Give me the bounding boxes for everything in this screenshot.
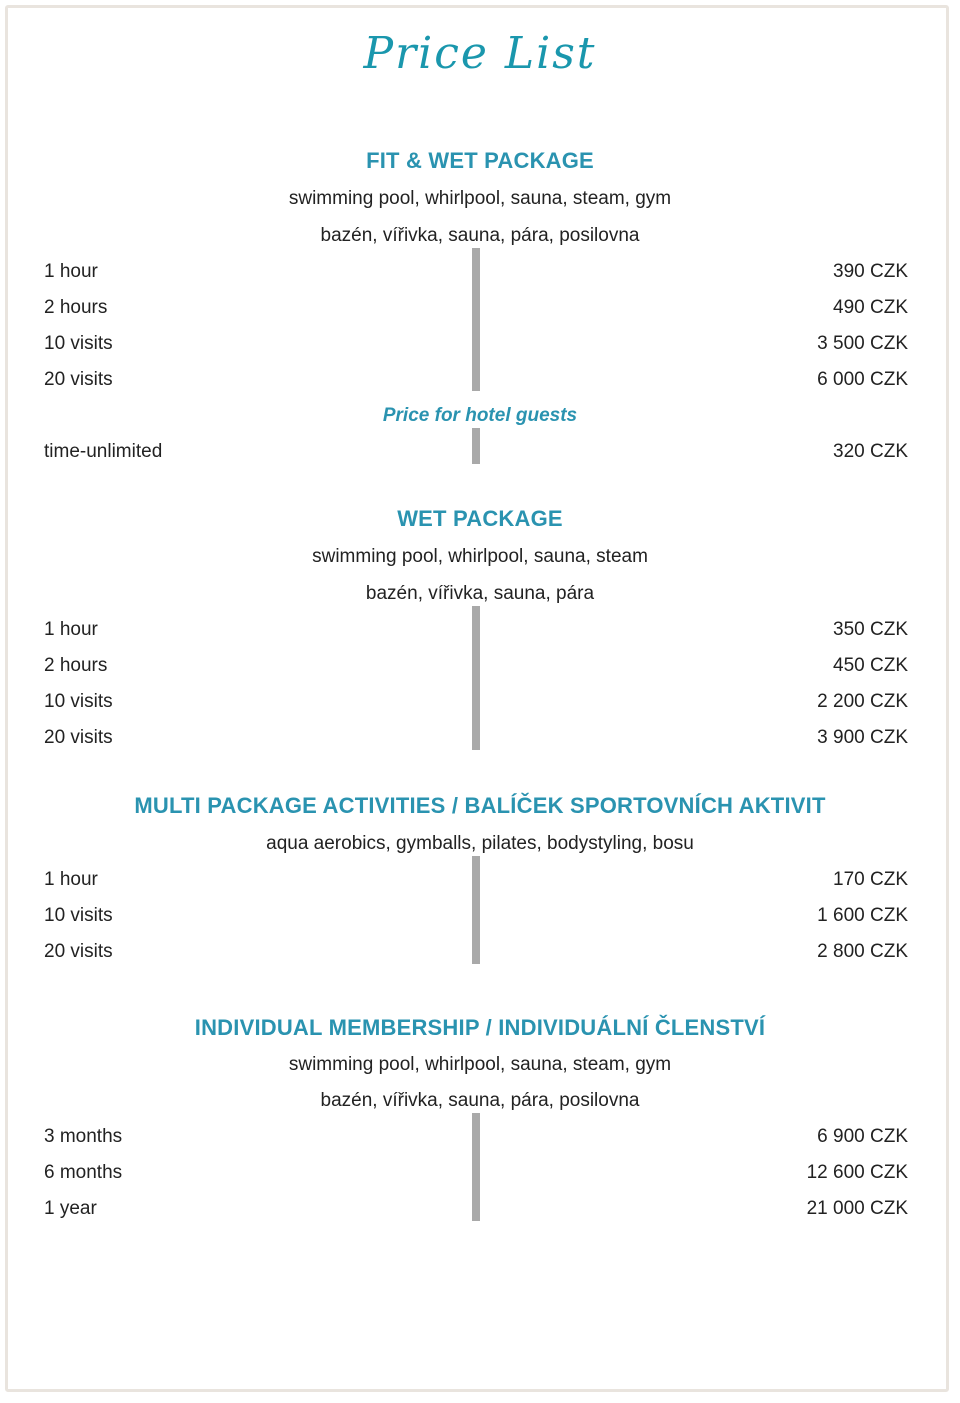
row-label: 10 visits: [44, 905, 113, 926]
section-desc-cz: bazén, vířivka, sauna, pára, posilovna: [320, 1090, 640, 1111]
column-divider: [472, 248, 480, 391]
column-divider: [472, 428, 480, 464]
section-desc-en: aqua aerobics, gymballs, pilates, bodystyling, bosu: [266, 833, 694, 854]
section-desc-en: swimming pool, whirlpool, sauna, steam, gym: [288, 188, 672, 209]
row-price: 350 CZK: [833, 619, 908, 640]
section-heading-multi: MULTI PACKAGE ACTIVITIES / BALÍČEK SPORTOVNÍCH AKTIVIT: [134, 793, 826, 818]
row-label: 1 hour: [44, 869, 98, 890]
column-divider: [472, 856, 480, 964]
row-price: 450 CZK: [833, 655, 908, 676]
section-heading-membership: INDIVIDUAL MEMBERSHIP / INDIVIDUÁLNÍ ČLENSTVÍ: [194, 1015, 766, 1040]
row-label: 1 hour: [44, 261, 98, 282]
row-label: 10 visits: [44, 333, 113, 354]
row-price: 3 900 CZK: [817, 727, 908, 748]
row-price: 320 CZK: [833, 441, 908, 462]
row-label: time-unlimited: [44, 441, 163, 462]
row-price: 6 000 CZK: [817, 369, 908, 390]
section-heading-fit-wet: FIT & WET PACKAGE: [366, 148, 594, 173]
row-price: 2 200 CZK: [817, 691, 908, 712]
row-price: 21 000 CZK: [806, 1198, 908, 1219]
section-desc-cz: bazén, vířivka, sauna, pára, posilovna: [320, 225, 640, 246]
row-price: 170 CZK: [833, 869, 908, 890]
section-desc-en: swimming pool, whirlpool, sauna, steam: [312, 546, 648, 567]
row-price: 3 500 CZK: [817, 333, 908, 354]
section-heading-wet: WET PACKAGE: [397, 506, 563, 531]
row-label: 1 hour: [44, 619, 98, 640]
section-desc-cz: bazén, vířivka, sauna, pára: [365, 583, 595, 604]
row-price: 12 600 CZK: [806, 1162, 908, 1183]
row-label: 3 months: [44, 1126, 123, 1147]
row-label: 20 visits: [44, 369, 113, 390]
row-price: 6 900 CZK: [817, 1126, 908, 1147]
row-label: 6 months: [44, 1162, 123, 1183]
section-desc-en: swimming pool, whirlpool, sauna, steam, gym: [288, 1054, 672, 1075]
row-label: 20 visits: [44, 941, 113, 962]
page-title: Price List: [363, 28, 597, 79]
hotel-guests-note: Price for hotel guests: [382, 405, 578, 426]
row-price: 2 800 CZK: [817, 941, 908, 962]
row-label: 2 hours: [44, 655, 108, 676]
row-label: 2 hours: [44, 297, 108, 318]
row-price: 490 CZK: [833, 297, 908, 318]
column-divider: [472, 606, 480, 750]
column-divider: [472, 1113, 480, 1221]
row-label: 20 visits: [44, 727, 113, 748]
row-price: 390 CZK: [833, 261, 908, 282]
row-price: 1 600 CZK: [817, 905, 908, 926]
row-label: 10 visits: [44, 691, 113, 712]
row-label: 1 year: [44, 1198, 97, 1219]
